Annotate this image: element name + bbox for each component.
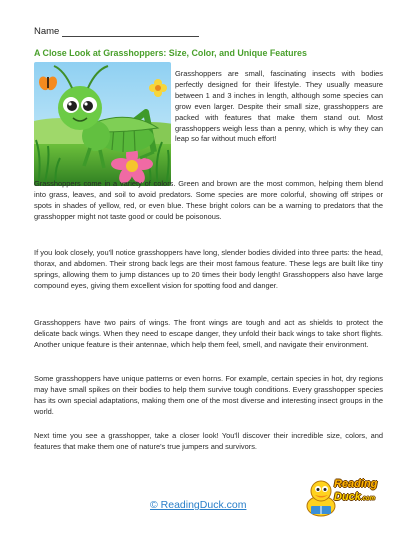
logo-text-duck: Duck.com (334, 491, 375, 503)
paragraph-patterns: Some grasshoppers have unique patterns or even horns. For example, certain species in hot, dry regions may have small spikes on their bodies to help them survive tough conditions. Every grasshopper species has its own special adaptations, making them one of the most diverse and interesting insect groups in the world. (34, 374, 383, 416)
name-field[interactable] (34, 26, 199, 37)
name-label: Name (34, 26, 60, 37)
paragraph-body-parts: If you look closely, you'll notice grasshoppers have long, slender bodies divided into three parts: the head, thorax, and abdomen. Their strong back legs are their most famous feature. These legs are built like tiny springs, allowing them to jump distances up to 20 times their body length! Grasshoppers also have large compound eyes, giving them excellent vision for spotting food and danger. (34, 248, 383, 290)
paragraph-size: Grasshoppers are small, fascinating insects with bodies perfectly designed for their lifestyle. They usually measure between 1 and 3 inches in length, although some species can grow even larger. Despite their small size, grasshoppers are packed with features that make them stand out. Most grasshoppers weigh less than a penny, which is why they can leap so far without much effort! (175, 69, 383, 144)
name-blank-line[interactable] (62, 28, 199, 37)
duck-icon (304, 478, 338, 518)
reading-duck-link[interactable]: © ReadingDuck.com (150, 499, 247, 511)
paragraph-colors: Grasshoppers come in a variety of colors. Green and brown are the most common, helping them blend into grass, leaves, and soil to avoid predators. Some species are more colorful, showing off stripes or spots in shades of yellow, red, or even blue. These bright colors can be a warning to predators that the grasshopper might not taste good or could be poisonous. (34, 179, 383, 221)
logo-text-reading: Reading (334, 478, 378, 490)
reading-duck-logo (304, 472, 386, 520)
grasshopper-icon (34, 62, 171, 186)
page-title: A Close Look at Grasshoppers: Size, Color, and Unique Features (34, 48, 307, 58)
grasshopper-illustration (34, 62, 171, 186)
paragraph-conclusion: Next time you see a grasshopper, take a closer look! You'll discover their incredible size, colors, and features that make them one of nature's true jumpers and survivors. (34, 431, 383, 451)
paragraph-wings: Grasshoppers have two pairs of wings. The front wings are tough and act as shields to protect the delicate back wings. When they need to escape danger, they unfold their back wings to take short flights. Another unique feature is their antennae, which help them feel, smell, and navigate their environment. (34, 318, 383, 349)
